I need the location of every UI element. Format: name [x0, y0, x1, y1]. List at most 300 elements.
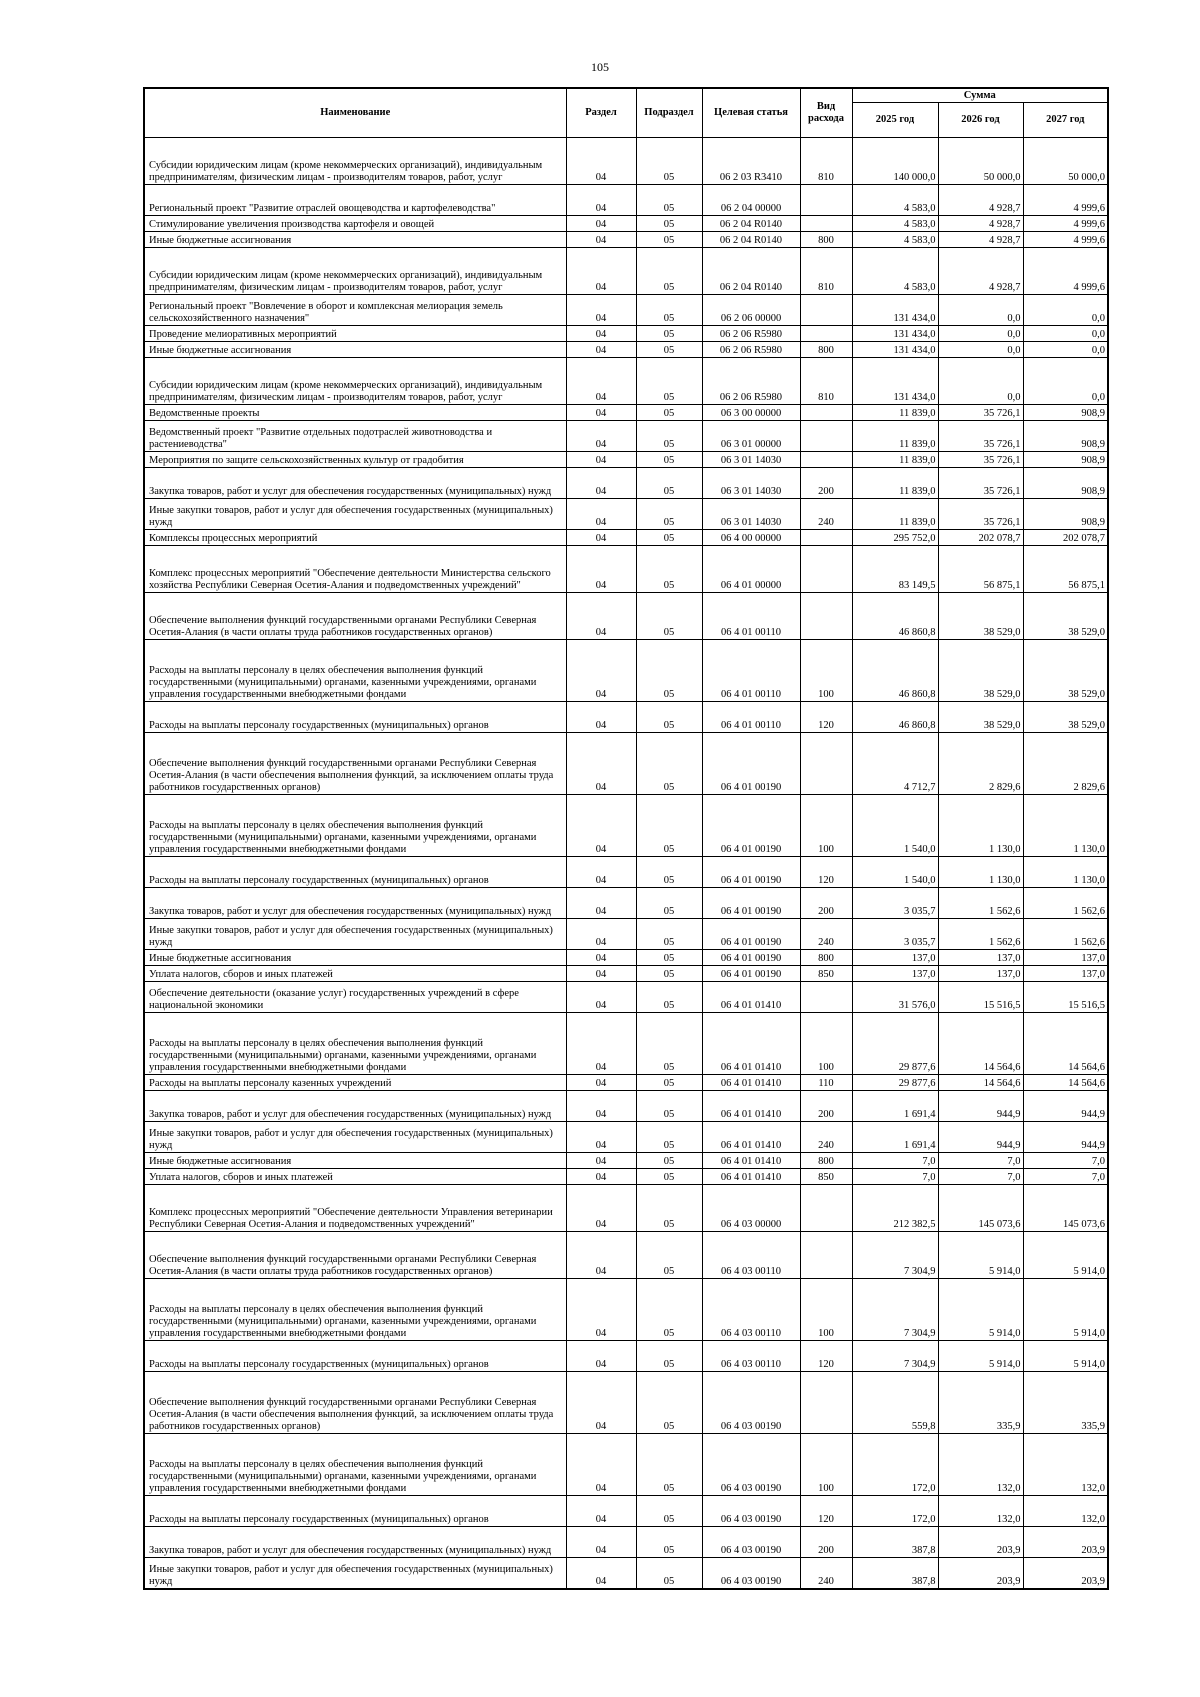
- cell-2025: 46 860,8: [852, 640, 938, 702]
- cell-name: Региональный проект "Развитие отраслей овощеводства и картофелеводства": [144, 185, 566, 216]
- cell-subsection: 05: [636, 593, 702, 640]
- cell-target: 06 4 01 00190: [702, 795, 800, 857]
- cell-subsection: 05: [636, 1279, 702, 1341]
- table-row: [144, 640, 1108, 702]
- cell-target: 06 4 01 01410: [702, 1169, 800, 1185]
- cell-2027: 1 130,0: [1023, 857, 1108, 888]
- cell-target: 06 4 01 01410: [702, 1013, 800, 1075]
- cell-name: Субсидии юридическим лицам (кроме некоммерческих организаций), индивидуальным предпринимателям, физическим лицам - производителям товаров, работ, услуг: [144, 138, 566, 185]
- cell-2027: 0,0: [1023, 342, 1108, 358]
- cell-expense-type: 240: [800, 1122, 852, 1153]
- cell-name: Закупка товаров, работ и услуг для обеспечения государственных (муниципальных) нужд: [144, 888, 566, 919]
- cell-expense-type: [800, 405, 852, 421]
- cell-target: 06 3 00 00000: [702, 405, 800, 421]
- cell-2027: 50 000,0: [1023, 138, 1108, 185]
- cell-2026: 38 529,0: [938, 640, 1023, 702]
- cell-name: Обеспечение выполнения функций государственными органами Республики Северная Осетия-Алания (в части оплаты труда работников государственных органов): [144, 1232, 566, 1279]
- cell-subsection: 05: [636, 1185, 702, 1232]
- cell-2025: 46 860,8: [852, 702, 938, 733]
- cell-2026: 14 564,6: [938, 1013, 1023, 1075]
- table-body: [144, 138, 1108, 1589]
- cell-2026: 35 726,1: [938, 468, 1023, 499]
- cell-expense-type: 200: [800, 468, 852, 499]
- cell-subsection: 05: [636, 1434, 702, 1496]
- cell-section: 04: [566, 405, 636, 421]
- cell-section: 04: [566, 966, 636, 982]
- table-row: [144, 1013, 1108, 1075]
- cell-section: 04: [566, 1169, 636, 1185]
- cell-name: Комплекс процессных мероприятий "Обеспечение деятельности Управления ветеринарии Республики Северная Осетия-Алания и подведомственных учреждений": [144, 1185, 566, 1232]
- cell-2026: 35 726,1: [938, 452, 1023, 468]
- table-row: [144, 1185, 1108, 1232]
- cell-target: 06 4 01 00190: [702, 919, 800, 950]
- cell-2026: 15 516,5: [938, 982, 1023, 1013]
- cell-2026: 1 562,6: [938, 888, 1023, 919]
- cell-target: 06 4 00 00000: [702, 530, 800, 546]
- cell-expense-type: [800, 1185, 852, 1232]
- cell-2027: 4 999,6: [1023, 232, 1108, 248]
- cell-2025: 4 583,0: [852, 232, 938, 248]
- cell-section: 04: [566, 1372, 636, 1434]
- cell-name: Иные бюджетные ассигнования: [144, 342, 566, 358]
- cell-name: Ведомственные проекты: [144, 405, 566, 421]
- table-row: [144, 499, 1108, 530]
- cell-expense-type: [800, 326, 852, 342]
- cell-target: 06 4 01 00000: [702, 546, 800, 593]
- cell-2027: 0,0: [1023, 295, 1108, 326]
- cell-expense-type: [800, 530, 852, 546]
- cell-expense-type: 850: [800, 966, 852, 982]
- cell-target: 06 2 06 R5980: [702, 326, 800, 342]
- cell-2026: 5 914,0: [938, 1279, 1023, 1341]
- cell-name: Расходы на выплаты персоналу в целях обеспечения выполнения функций государственными (муниципальными) органами, казенными учреждениями, органами управления государственными внебюджетными фондами: [144, 1279, 566, 1341]
- header-subsection: Подраздел: [636, 88, 702, 138]
- cell-subsection: 05: [636, 232, 702, 248]
- cell-subsection: 05: [636, 530, 702, 546]
- cell-2026: 7,0: [938, 1169, 1023, 1185]
- cell-name: Обеспечение выполнения функций государственными органами Республики Северная Осетия-Алания (в части обеспечения выполнения функций, за исключением оплаты труда работников государственных органов): [144, 1372, 566, 1434]
- cell-section: 04: [566, 888, 636, 919]
- table-row: [144, 326, 1108, 342]
- table-row: [144, 1122, 1108, 1153]
- cell-2026: 4 928,7: [938, 185, 1023, 216]
- cell-subsection: 05: [636, 888, 702, 919]
- cell-2025: 4 712,7: [852, 733, 938, 795]
- cell-name: Иные бюджетные ассигнования: [144, 232, 566, 248]
- cell-2026: 132,0: [938, 1496, 1023, 1527]
- cell-target: 06 3 01 14030: [702, 499, 800, 530]
- cell-name: Расходы на выплаты персоналу в целях обеспечения выполнения функций государственными (муниципальными) органами, казенными учреждениями, органами управления государственными внебюджетными фондами: [144, 1434, 566, 1496]
- table-row: [144, 1558, 1108, 1589]
- cell-subsection: 05: [636, 1091, 702, 1122]
- cell-name: Иные бюджетные ассигнования: [144, 950, 566, 966]
- cell-2027: 137,0: [1023, 966, 1108, 982]
- cell-name: Комплекс процессных мероприятий "Обеспечение деятельности Министерства сельского хозяйства Республики Северная Осетия-Алания и подведомственных учреждений": [144, 546, 566, 593]
- cell-2025: 131 434,0: [852, 326, 938, 342]
- cell-expense-type: [800, 295, 852, 326]
- cell-2025: 3 035,7: [852, 919, 938, 950]
- cell-section: 04: [566, 232, 636, 248]
- table-row: [144, 857, 1108, 888]
- table-row: [144, 1279, 1108, 1341]
- cell-target: 06 4 03 00110: [702, 1279, 800, 1341]
- table-row: [144, 888, 1108, 919]
- cell-name: Обеспечение выполнения функций государственными органами Республики Северная Осетия-Алания (в части обеспечения выполнения функций, за исключением оплаты труда работников государственных органов): [144, 733, 566, 795]
- cell-2026: 4 928,7: [938, 232, 1023, 248]
- cell-expense-type: [800, 733, 852, 795]
- cell-2027: 5 914,0: [1023, 1232, 1108, 1279]
- cell-2026: 145 073,6: [938, 1185, 1023, 1232]
- cell-expense-type: 200: [800, 1091, 852, 1122]
- cell-name: Расходы на выплаты персоналу казенных учреждений: [144, 1075, 566, 1091]
- cell-subsection: 05: [636, 452, 702, 468]
- cell-expense-type: 240: [800, 499, 852, 530]
- cell-subsection: 05: [636, 1232, 702, 1279]
- cell-target: 06 4 01 00110: [702, 593, 800, 640]
- cell-target: 06 4 01 01410: [702, 1091, 800, 1122]
- cell-expense-type: 120: [800, 857, 852, 888]
- cell-name: Закупка товаров, работ и услуг для обеспечения государственных (муниципальных) нужд: [144, 1091, 566, 1122]
- cell-2025: 137,0: [852, 966, 938, 982]
- cell-2026: 137,0: [938, 950, 1023, 966]
- cell-target: 06 4 03 00190: [702, 1558, 800, 1589]
- cell-2027: 38 529,0: [1023, 640, 1108, 702]
- cell-section: 04: [566, 185, 636, 216]
- cell-expense-type: 120: [800, 702, 852, 733]
- cell-2025: 11 839,0: [852, 499, 938, 530]
- cell-name: Региональный проект "Вовлечение в оборот и комплексная мелиорация земель сельскохозяйственного назначения": [144, 295, 566, 326]
- cell-2027: 908,9: [1023, 468, 1108, 499]
- cell-section: 04: [566, 421, 636, 452]
- cell-2025: 1 691,4: [852, 1091, 938, 1122]
- cell-name: Уплата налогов, сборов и иных платежей: [144, 966, 566, 982]
- cell-expense-type: [800, 421, 852, 452]
- table-row: [144, 138, 1108, 185]
- cell-name: Комплексы процессных мероприятий: [144, 530, 566, 546]
- cell-2027: 5 914,0: [1023, 1279, 1108, 1341]
- cell-2027: 0,0: [1023, 358, 1108, 405]
- cell-expense-type: [800, 1232, 852, 1279]
- cell-2025: 387,8: [852, 1558, 938, 1589]
- cell-2027: 1 562,6: [1023, 888, 1108, 919]
- header-target: Целевая статья: [702, 88, 800, 138]
- cell-target: 06 4 03 00190: [702, 1434, 800, 1496]
- cell-2027: 908,9: [1023, 452, 1108, 468]
- cell-section: 04: [566, 1527, 636, 1558]
- table-row: [144, 966, 1108, 982]
- cell-name: Закупка товаров, работ и услуг для обеспечения государственных (муниципальных) нужд: [144, 1527, 566, 1558]
- cell-expense-type: 100: [800, 1434, 852, 1496]
- cell-target: 06 4 03 00190: [702, 1527, 800, 1558]
- cell-name: Расходы на выплаты персоналу государственных (муниципальных) органов: [144, 1341, 566, 1372]
- cell-subsection: 05: [636, 1527, 702, 1558]
- table-row: [144, 421, 1108, 452]
- table-row: [144, 702, 1108, 733]
- cell-expense-type: [800, 185, 852, 216]
- cell-expense-type: [800, 982, 852, 1013]
- cell-2027: 15 516,5: [1023, 982, 1108, 1013]
- table-row: [144, 530, 1108, 546]
- table-row: [144, 358, 1108, 405]
- cell-name: Расходы на выплаты персоналу государственных (муниципальных) органов: [144, 702, 566, 733]
- cell-section: 04: [566, 358, 636, 405]
- cell-name: Расходы на выплаты персоналу в целях обеспечения выполнения функций государственными (муниципальными) органами, казенными учреждениями, органами управления государственными внебюджетными фондами: [144, 640, 566, 702]
- cell-2025: 172,0: [852, 1434, 938, 1496]
- cell-subsection: 05: [636, 795, 702, 857]
- cell-section: 04: [566, 248, 636, 295]
- cell-name: Уплата налогов, сборов и иных платежей: [144, 1169, 566, 1185]
- cell-2025: 11 839,0: [852, 468, 938, 499]
- cell-name: Закупка товаров, работ и услуг для обеспечения государственных (муниципальных) нужд: [144, 468, 566, 499]
- cell-name: Расходы на выплаты персоналу государственных (муниципальных) органов: [144, 857, 566, 888]
- table-row: [144, 546, 1108, 593]
- cell-subsection: 05: [636, 1341, 702, 1372]
- cell-2026: 56 875,1: [938, 546, 1023, 593]
- cell-2026: 5 914,0: [938, 1232, 1023, 1279]
- cell-target: 06 4 03 00190: [702, 1372, 800, 1434]
- cell-section: 04: [566, 795, 636, 857]
- cell-subsection: 05: [636, 1153, 702, 1169]
- cell-name: Расходы на выплаты персоналу в целях обеспечения выполнения функций государственными (муниципальными) органами, казенными учреждениями, органами управления государственными внебюджетными фондами: [144, 795, 566, 857]
- cell-2027: 14 564,6: [1023, 1013, 1108, 1075]
- cell-subsection: 05: [636, 857, 702, 888]
- cell-name: Иные закупки товаров, работ и услуг для обеспечения государственных (муниципальных) нужд: [144, 919, 566, 950]
- table-row: [144, 295, 1108, 326]
- header-year-2025: 2025 год: [852, 103, 938, 138]
- cell-subsection: 05: [636, 216, 702, 232]
- table-row: [144, 950, 1108, 966]
- cell-section: 04: [566, 1013, 636, 1075]
- cell-section: 04: [566, 919, 636, 950]
- cell-name: Иные закупки товаров, работ и услуг для обеспечения государственных (муниципальных) нужд: [144, 1122, 566, 1153]
- cell-2026: 4 928,7: [938, 216, 1023, 232]
- cell-2025: 212 382,5: [852, 1185, 938, 1232]
- cell-target: 06 4 01 01410: [702, 982, 800, 1013]
- cell-2027: 203,9: [1023, 1558, 1108, 1589]
- cell-expense-type: 850: [800, 1169, 852, 1185]
- cell-section: 04: [566, 1075, 636, 1091]
- cell-2027: 203,9: [1023, 1527, 1108, 1558]
- cell-2025: 31 576,0: [852, 982, 938, 1013]
- cell-name: Иные бюджетные ассигнования: [144, 1153, 566, 1169]
- table-row: [144, 216, 1108, 232]
- cell-section: 04: [566, 640, 636, 702]
- cell-target: 06 2 04 R0140: [702, 232, 800, 248]
- cell-subsection: 05: [636, 1013, 702, 1075]
- cell-section: 04: [566, 1341, 636, 1372]
- cell-name: Обеспечение выполнения функций государственными органами Республики Северная Осетия-Алания (в части оплаты труда работников государственных органов): [144, 593, 566, 640]
- table-row: [144, 1341, 1108, 1372]
- cell-2025: 137,0: [852, 950, 938, 966]
- header-sum: Сумма: [852, 88, 1108, 103]
- cell-2027: 38 529,0: [1023, 593, 1108, 640]
- cell-2027: 5 914,0: [1023, 1341, 1108, 1372]
- cell-section: 04: [566, 326, 636, 342]
- cell-2025: 29 877,6: [852, 1013, 938, 1075]
- cell-expense-type: 810: [800, 138, 852, 185]
- cell-name: Иные закупки товаров, работ и услуг для обеспечения государственных (муниципальных) нужд: [144, 499, 566, 530]
- cell-subsection: 05: [636, 950, 702, 966]
- cell-2026: 0,0: [938, 342, 1023, 358]
- cell-2027: 4 999,6: [1023, 216, 1108, 232]
- cell-2025: 29 877,6: [852, 1075, 938, 1091]
- cell-section: 04: [566, 1434, 636, 1496]
- cell-2025: 559,8: [852, 1372, 938, 1434]
- cell-section: 04: [566, 950, 636, 966]
- table-row: [144, 342, 1108, 358]
- cell-2026: 1 130,0: [938, 795, 1023, 857]
- cell-target: 06 4 01 00190: [702, 950, 800, 966]
- cell-target: 06 4 01 00110: [702, 702, 800, 733]
- table-row: [144, 1434, 1108, 1496]
- cell-subsection: 05: [636, 1496, 702, 1527]
- cell-target: 06 4 01 00190: [702, 966, 800, 982]
- cell-2026: 38 529,0: [938, 702, 1023, 733]
- cell-expense-type: [800, 452, 852, 468]
- cell-target: 06 4 03 00190: [702, 1496, 800, 1527]
- cell-section: 04: [566, 1279, 636, 1341]
- cell-2027: 145 073,6: [1023, 1185, 1108, 1232]
- cell-name: Расходы на выплаты персоналу государственных (муниципальных) органов: [144, 1496, 566, 1527]
- cell-2025: 131 434,0: [852, 295, 938, 326]
- cell-target: 06 3 01 14030: [702, 452, 800, 468]
- cell-2027: 56 875,1: [1023, 546, 1108, 593]
- cell-2025: 11 839,0: [852, 452, 938, 468]
- table-row: [144, 1091, 1108, 1122]
- cell-target: 06 4 03 00110: [702, 1341, 800, 1372]
- cell-2026: 203,9: [938, 1558, 1023, 1589]
- cell-section: 04: [566, 138, 636, 185]
- cell-expense-type: 120: [800, 1496, 852, 1527]
- table-row: [144, 795, 1108, 857]
- cell-target: 06 2 03 R3410: [702, 138, 800, 185]
- cell-subsection: 05: [636, 421, 702, 452]
- cell-2026: 2 829,6: [938, 733, 1023, 795]
- cell-target: 06 4 03 00000: [702, 1185, 800, 1232]
- header-section: Раздел: [566, 88, 636, 138]
- cell-2026: 35 726,1: [938, 405, 1023, 421]
- cell-2025: 7 304,9: [852, 1232, 938, 1279]
- cell-target: 06 4 01 00190: [702, 857, 800, 888]
- header-expense-type: Вид расхода: [800, 88, 852, 138]
- cell-2026: 4 928,7: [938, 248, 1023, 295]
- cell-2027: 202 078,7: [1023, 530, 1108, 546]
- cell-subsection: 05: [636, 733, 702, 795]
- cell-expense-type: 810: [800, 248, 852, 295]
- cell-subsection: 05: [636, 499, 702, 530]
- cell-expense-type: [800, 216, 852, 232]
- cell-section: 04: [566, 216, 636, 232]
- cell-2025: 4 583,0: [852, 216, 938, 232]
- cell-2025: 46 860,8: [852, 593, 938, 640]
- cell-subsection: 05: [636, 1558, 702, 1589]
- cell-2027: 2 829,6: [1023, 733, 1108, 795]
- cell-2026: 5 914,0: [938, 1341, 1023, 1372]
- cell-2026: 335,9: [938, 1372, 1023, 1434]
- table-row: [144, 468, 1108, 499]
- cell-section: 04: [566, 468, 636, 499]
- cell-target: 06 4 01 00110: [702, 640, 800, 702]
- cell-2025: 7,0: [852, 1169, 938, 1185]
- cell-target: 06 4 01 00190: [702, 888, 800, 919]
- cell-name: Расходы на выплаты персоналу в целях обеспечения выполнения функций государственными (муниципальными) органами, казенными учреждениями, органами управления государственными внебюджетными фондами: [144, 1013, 566, 1075]
- budget-table: [143, 87, 1109, 1590]
- cell-target: 06 4 01 01410: [702, 1075, 800, 1091]
- cell-expense-type: 800: [800, 1153, 852, 1169]
- cell-name: Мероприятия по защите сельскохозяйственных культур от градобития: [144, 452, 566, 468]
- cell-2026: 35 726,1: [938, 499, 1023, 530]
- cell-subsection: 05: [636, 248, 702, 295]
- cell-section: 04: [566, 1091, 636, 1122]
- cell-2027: 132,0: [1023, 1434, 1108, 1496]
- cell-section: 04: [566, 733, 636, 795]
- cell-section: 04: [566, 1232, 636, 1279]
- cell-name: Проведение мелиоративных мероприятий: [144, 326, 566, 342]
- cell-2027: 1 562,6: [1023, 919, 1108, 950]
- cell-section: 04: [566, 1153, 636, 1169]
- cell-target: 06 4 01 01410: [702, 1122, 800, 1153]
- cell-subsection: 05: [636, 966, 702, 982]
- table-row: [144, 1496, 1108, 1527]
- cell-expense-type: 800: [800, 232, 852, 248]
- cell-2026: 0,0: [938, 326, 1023, 342]
- cell-target: 06 4 01 01410: [702, 1153, 800, 1169]
- cell-2026: 1 130,0: [938, 857, 1023, 888]
- cell-2026: 944,9: [938, 1091, 1023, 1122]
- cell-2025: 140 000,0: [852, 138, 938, 185]
- cell-name: Ведомственный проект "Развитие отдельных подотраслей животноводства и растениеводства": [144, 421, 566, 452]
- cell-2027: 137,0: [1023, 950, 1108, 966]
- cell-2026: 35 726,1: [938, 421, 1023, 452]
- table-row: [144, 185, 1108, 216]
- cell-2025: 387,8: [852, 1527, 938, 1558]
- cell-expense-type: 100: [800, 1013, 852, 1075]
- cell-section: 04: [566, 499, 636, 530]
- cell-section: 04: [566, 982, 636, 1013]
- cell-2026: 944,9: [938, 1122, 1023, 1153]
- cell-2026: 50 000,0: [938, 138, 1023, 185]
- cell-expense-type: 100: [800, 640, 852, 702]
- cell-subsection: 05: [636, 358, 702, 405]
- cell-section: 04: [566, 546, 636, 593]
- cell-2025: 83 149,5: [852, 546, 938, 593]
- table-row: [144, 452, 1108, 468]
- cell-2026: 14 564,6: [938, 1075, 1023, 1091]
- cell-subsection: 05: [636, 326, 702, 342]
- cell-subsection: 05: [636, 185, 702, 216]
- cell-section: 04: [566, 1122, 636, 1153]
- cell-2027: 4 999,6: [1023, 248, 1108, 295]
- cell-subsection: 05: [636, 546, 702, 593]
- cell-target: 06 2 04 R0140: [702, 216, 800, 232]
- cell-subsection: 05: [636, 1169, 702, 1185]
- cell-expense-type: [800, 546, 852, 593]
- cell-2025: 4 583,0: [852, 185, 938, 216]
- cell-section: 04: [566, 593, 636, 640]
- cell-expense-type: 800: [800, 950, 852, 966]
- cell-subsection: 05: [636, 295, 702, 326]
- cell-section: 04: [566, 342, 636, 358]
- table-row: [144, 1372, 1108, 1434]
- cell-subsection: 05: [636, 919, 702, 950]
- cell-2025: 7 304,9: [852, 1341, 938, 1372]
- cell-subsection: 05: [636, 1075, 702, 1091]
- cell-target: 06 3 01 00000: [702, 421, 800, 452]
- cell-expense-type: 110: [800, 1075, 852, 1091]
- cell-2027: 908,9: [1023, 405, 1108, 421]
- cell-2025: 1 540,0: [852, 857, 938, 888]
- cell-2025: 1 691,4: [852, 1122, 938, 1153]
